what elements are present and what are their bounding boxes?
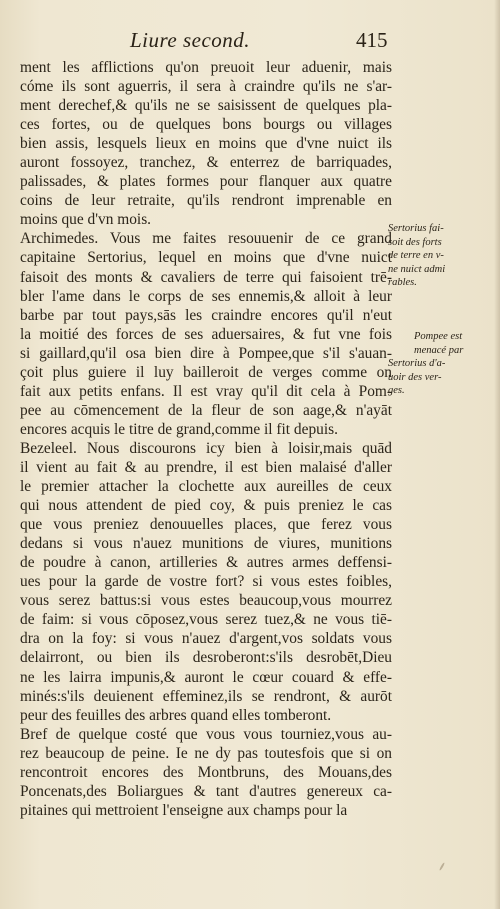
- text-line: dra on la foy: si vous n'auez d'argent,vos soldats vous: [20, 630, 392, 648]
- text-line: moins que d'vn mois.: [20, 211, 152, 229]
- margin-note-line: uoir des ver-: [388, 371, 442, 383]
- text-line: fait aux petits enfans. Il est vray qu'il dit cela à Pom-: [20, 382, 392, 400]
- margin-note-line: soit des forts: [388, 236, 442, 248]
- page-edge-shadow: [494, 0, 500, 909]
- text-line: peur des feuilles des arbres quand elles tomberont.: [20, 706, 332, 724]
- margin-note-line: ne nuict admi: [388, 263, 446, 275]
- running-title: Liure second.: [130, 28, 251, 52]
- text-line: delairront, ou bien ils desroberont:s'ils desrobēt,Dieu: [20, 649, 392, 667]
- text-line: Poncenats,des Boliargues & tant d'autres genereux ca-: [20, 782, 392, 800]
- text-line: si gaillard,qu'il osa bien dire à Pompee,que s'il s'auan-: [20, 344, 392, 362]
- margin-note-line: Pompee est: [414, 331, 463, 342]
- text-line: faisoit des monts & cavaliers de terre qui faisoient trē-: [20, 268, 392, 286]
- margin-note-line: Sertorius d'a-: [388, 358, 446, 369]
- text-line: cóme ils sont aguerris, il sera à craindre qu'ils ne s'ar-: [20, 78, 392, 96]
- paper-mark: [439, 862, 445, 871]
- page-number: 415: [356, 28, 388, 52]
- text-line: Archimedes. Vous me faites resouuenir de ce grand: [20, 230, 392, 248]
- margin-note-line: menacé par: [414, 344, 464, 356]
- text-line: palissades, & plates formes pour flanquer aux quatre: [20, 173, 392, 191]
- text-line: de poudre à canon, artilleries & autres armes deffensi-: [20, 554, 392, 572]
- text-line: Bref de quelque costé que vous vous tourniez,vous au-: [20, 725, 392, 743]
- page-header: [0, 28, 500, 54]
- text-line: ment les afflictions qu'on preuoit leur aduenir, mais: [20, 59, 392, 76]
- text-line: il vient au fait & au prendre, il est bien malaisé d'aller: [20, 458, 392, 476]
- text-line: vous serez battus:si vous estes beaucoup,vous mourrez: [20, 592, 392, 610]
- margin-note-line: de terre en v-: [388, 250, 444, 261]
- text-line: bien assis, lesquels lieux en moins que d'vne nuict ils: [20, 135, 392, 153]
- text-line: dedans si vous n'auez munitions de viures, munitions: [20, 535, 392, 553]
- text-line: auront fossoyez, tranchez, & enterrez de barriquades,: [20, 154, 392, 172]
- text-line: rez beaucoup de peine. Ie ne dy pas toutesfois que si on: [20, 744, 392, 762]
- text-line: que vous preniez denouuelles places, que ferez vous: [20, 516, 392, 534]
- text-line: pee au cōmencement de la fleur de son aage,& n'ayāt: [20, 401, 392, 419]
- text-line: Bezeleel. Nous discourons icy bien à loisir,mais quād: [20, 439, 392, 457]
- text-line: la moitié des forces de ses aduersaires, & fut vne fois: [20, 325, 392, 343]
- text-line: pitaines qui mettroient l'enseigne aux champs pour la: [20, 801, 348, 819]
- margin-note-line: rables.: [388, 277, 417, 288]
- text-line: le premier attacher la clochette aux aureilles de ceux: [20, 478, 392, 496]
- text-line: ues pour la garde de vostre fort? si vous estes foibles,: [20, 573, 392, 591]
- text-line: bler l'ame dans le corps de ses ennemis,& alloit à leur: [20, 287, 392, 305]
- margin-note-pompee: [388, 330, 494, 398]
- text-line: ment derechef,& qu'ils ne se saisissent de quelques pla-: [20, 97, 392, 115]
- text-line: çoit plus guiere il luy bailleroit de verges comme on: [20, 363, 392, 381]
- body-text: [20, 58, 392, 820]
- margin-note-sertorius: [388, 222, 494, 290]
- text-line: minés:s'ils deuienent effeminez,ils se rendront, & aurōt: [20, 687, 392, 705]
- margin-note-line: ges.: [388, 385, 405, 396]
- text-line: qui nous attendent de pied coy, & puis preniez le cas: [20, 497, 392, 515]
- text-line: ces fortes, ou de quelques bons bourgs ou villages: [20, 116, 392, 134]
- text-line: encores acquis le titre de grand,comme il fit depuis.: [20, 420, 338, 438]
- text-line: coins de leur retraite, qu'ils rendront imprenable en: [20, 192, 392, 210]
- margin-note-line: Sertorius fai-: [388, 223, 444, 234]
- text-line: de faim: si vous cōposez,vous serez tuez,& ne vous tiē-: [20, 611, 392, 629]
- text-line: ne les lairra impunis,& auront le cœur couard & effe-: [20, 668, 392, 686]
- text-line: rencontroit encores des Montbruns, des Mouans,des: [20, 763, 392, 781]
- text-line: capitaine Sertorius, lequel en moins que d'vne nuict: [20, 249, 392, 267]
- text-line: barbe par tout pays,sās les craindre encores qu'il n'eut: [20, 306, 392, 324]
